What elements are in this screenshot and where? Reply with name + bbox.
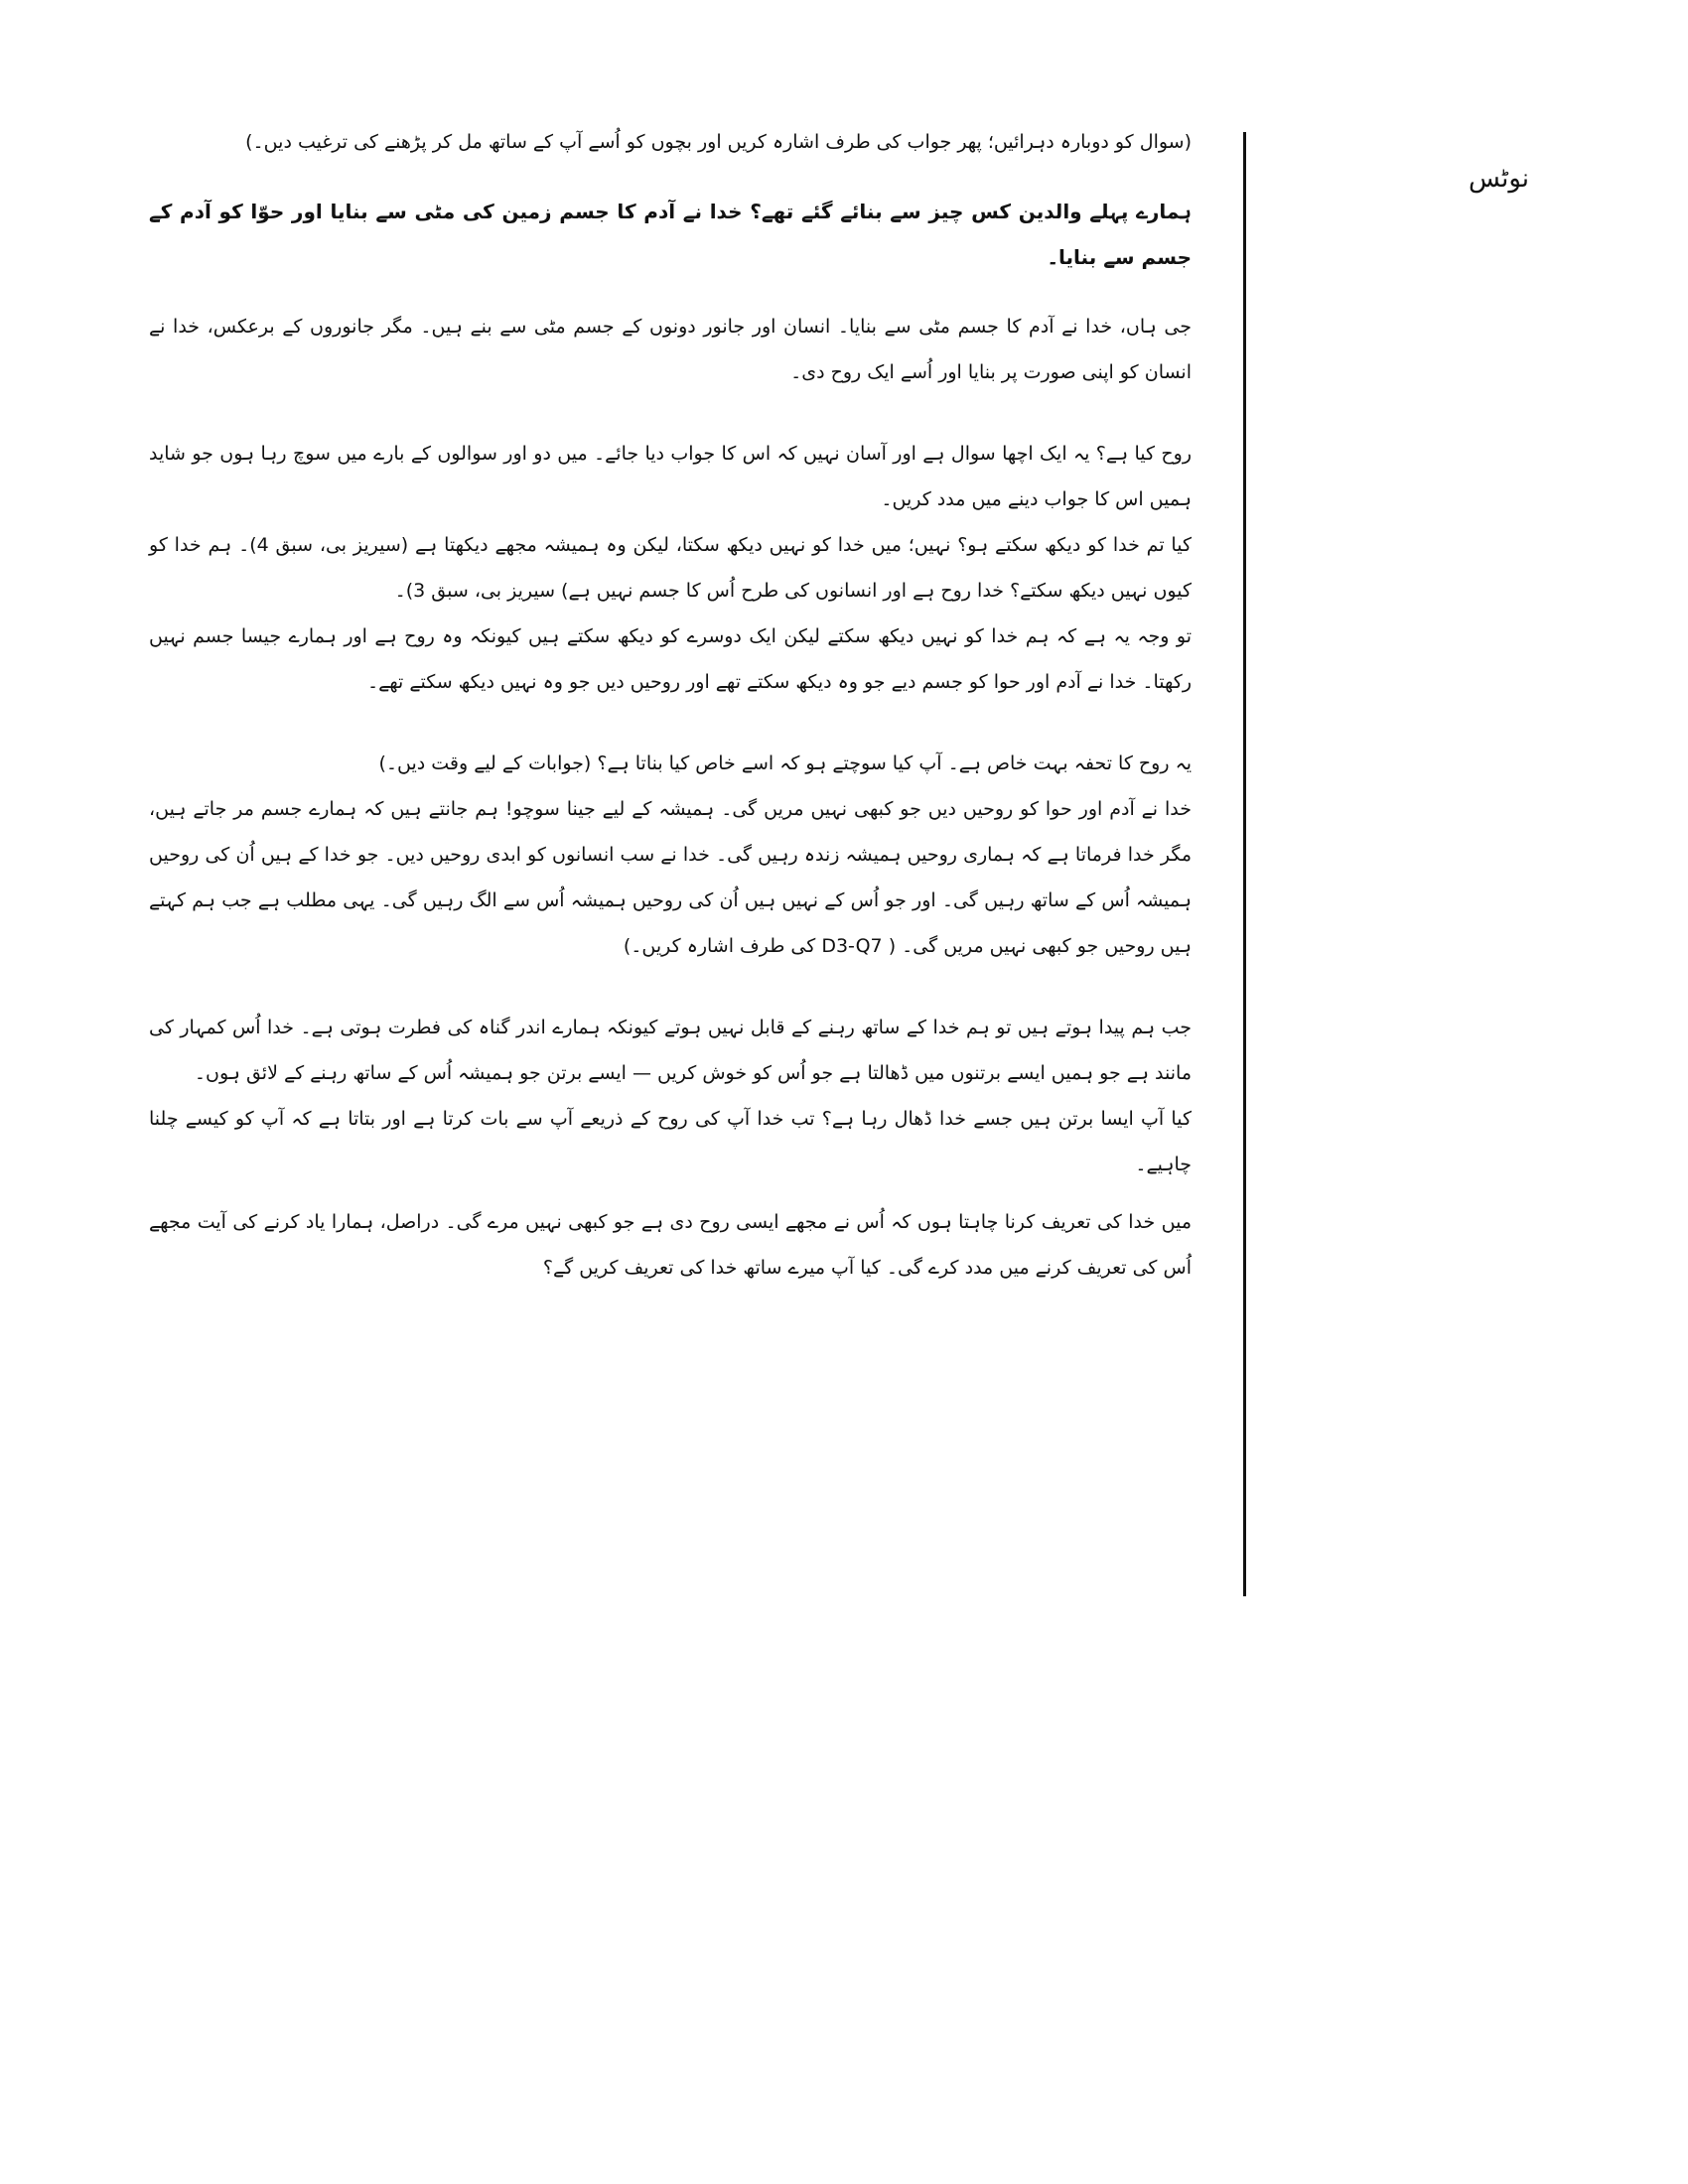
column-divider (1243, 132, 1246, 1596)
eternal-souls-text: خدا نے آدم اور حوا کو روحیں دیں جو کبھی نہیں مریں گی۔ ہمیشہ کے لیے جینا سوچو! ہم جانتے ہیں کہ ہمارے جسم مر جاتے ہیں، مگر خدا فرماتا ہے کہ ہماری روحیں ہمیشہ زندہ رہیں گی۔ خدا نے سب انسانوں کو ابدی روحیں دیں۔ جو خدا کے ہیں اُن کی روحیں ہمیشہ اُس کے ساتھ رہیں گی۔ اور جو اُس کے نہیں ہیں اُن کی روحیں ہمیشہ اُس سے الگ رہیں گی۔ یہی مطلب ہے جب ہم کہتے ہیں روحیں جو کبھی نہیں مریں گی۔ ( (149, 798, 1192, 957)
paragraph-what-is-soul: روح کیا ہے؟ یہ ایک اچھا سوال ہے اور آسان نہیں کہ اس کا جواب دیا جائے۔ میں دو اور سوالوں کے بارے میں سوچ رہا ہوں جو شاید ہمیں اس کا جواب دینے میں مدد کریں۔ (149, 443, 1192, 510)
eternal-souls-ending: کی طرف اشارہ کریں۔) (623, 935, 816, 957)
lesson-content (149, 119, 1192, 1291)
paragraph-can-you-see-god: کیا تم خدا کو دیکھ سکتے ہو؟ نہیں؛ میں خدا کو نہیں دیکھ سکتا، لیکن وہ ہمیشہ مجھے دیکھتا ہے (سیریز بی، سبق 4)۔ ہم خدا کو کیوں نہیں دیکھ سکتے؟ خدا روح ہے اور انسانوں کی طرح اُس کا جسم نہیں ہے) سیریز بی، سبق 3)۔ (149, 534, 1192, 602)
paragraph-potter: جب ہم پیدا ہوتے ہیں تو ہم خدا کے ساتھ رہنے کے قابل نہیں ہوتے کیونکہ ہمارے اندر گناہ کی فطرت ہوتی ہے۔ خدا اُس کمہار کی مانند ہے جو ہمیں ایسے برتنوں میں ڈھالتا ہے جو اُس کو خوش کریں — ایسے برتن جو ہمیشہ اُس کے ساتھ رہنے کے لائق ہوں۔ (149, 1017, 1192, 1084)
notes-column-label: نوٹس (1468, 164, 1529, 194)
paragraph-body-from-dust: جی ہاں، خدا نے آدم کا جسم مٹی سے بنایا۔ انسان اور جانور دونوں کے جسم مٹی سے بنے ہیں۔ مگر جانوروں کے برعکس، خدا نے انسان کو اپنی صورت پر بنایا اور اُسے ایک روح دی۔ (149, 316, 1192, 383)
catechism-question-answer: ہمارے پہلے والدین کس چیز سے بنائے گئے تھے؟ خدا نے آدم کا جسم زمین کی مٹی سے بنایا اور حوّا کو آدم کے جسم سے بنایا۔ (149, 200, 1192, 269)
paragraph-vessel-question: کیا آپ ایسا برتن ہیں جسے خدا ڈھال رہا ہے؟ تب خدا آپ کی روح کے ذریعے آپ سے بات کرتا ہے اور بتاتا ہے کہ آپ کو کیسے چلنا چاہیے۔ (149, 1108, 1192, 1175)
paragraph-gift-of-soul: یہ روح کا تحفہ بہت خاص ہے۔ آپ کیا سوچتے ہو کہ اسے خاص کیا بناتا ہے؟ (جوابات کے لیے وقت دیں۔) (378, 752, 1192, 774)
teacher-instruction: (سوال کو دوبارہ دہرائیں؛ پھر جواب کی طرف اشارہ کریں اور بچوں کو اُسے آپ کے ساتھ مل کر پڑھنے کی ترغیب دیں۔) (245, 131, 1192, 153)
paragraph-praise: میں خدا کی تعریف کرنا چاہتا ہوں کہ اُس نے مجھے ایسی روح دی ہے جو کبھی نہیں مرے گی۔ دراصل، ہمارا یاد کرنے کی آیت مجھے اُس کی تعریف کرنے میں مدد کرے گی۔ کیا آپ میرے ساتھ خدا کی تعریف کریں گے؟ (149, 1211, 1192, 1279)
paragraph-eternal-souls (149, 786, 1192, 969)
question-reference: D3-Q7 (821, 935, 883, 957)
paragraph-reason: تو وجہ یہ ہے کہ ہم خدا کو نہیں دیکھ سکتے لیکن ایک دوسرے کو دیکھ سکتے ہیں کیونکہ وہ روح ہے اور ہمارے جیسا جسم نہیں رکھتا۔ خدا نے آدم اور حوا کو جسم دیے جو وہ دیکھ سکتے تھے اور روحیں دیں جو وہ نہیں دیکھ سکتے تھے۔ (149, 625, 1192, 693)
